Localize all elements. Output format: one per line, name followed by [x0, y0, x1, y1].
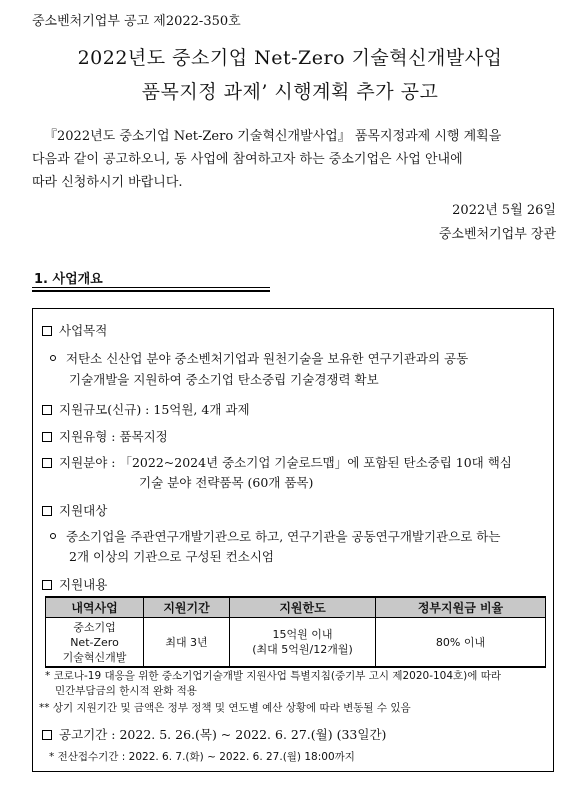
cell-program-l1: 중소기업	[73, 620, 116, 634]
col-header-ratio: 정부지원금 비율	[376, 597, 546, 618]
page-title-line1: 2022년도 중소기업 Net-Zero 기술혁신개발사업	[77, 47, 503, 69]
target-line1: 중소기업을 주관연구개발기관으로 하고, 연구기관을 공동연구개발기관으로 하는	[66, 529, 501, 544]
issuing-org: 중소벤처기업부 장관	[438, 227, 556, 242]
checkbox-square-icon	[42, 326, 52, 336]
checkbox-square-icon	[42, 730, 52, 740]
cell-period: 최대 3년	[144, 618, 230, 668]
target-line2: 2개 이상의 기관으로 구성된 컨소시엄	[69, 549, 274, 564]
scale-text: 지원규모(신규) : 15억원, 4개 과제	[59, 402, 250, 417]
notice-date: 2022년 5월 26일	[452, 203, 556, 218]
target-detail	[50, 527, 500, 545]
section-rule-thick	[32, 290, 270, 292]
checkbox-square-icon	[42, 458, 52, 468]
scale-item	[42, 400, 250, 418]
checkbox-square-icon	[42, 506, 52, 516]
purpose-detail	[50, 349, 468, 367]
purpose-item	[42, 321, 107, 339]
section-rule-thin	[32, 287, 270, 288]
field-line1: 지원분야 : 「2022~2024년 중소기업 기술로드맵」에 포함된 탄소중립 10대 핵심	[59, 455, 512, 470]
cell-program-l2: Net-Zero	[70, 635, 119, 649]
intro-line2: 다음과 같이 공고하오니, 동 사업에 참여하고자 하는 중소기업은 사업 안내에	[32, 152, 463, 167]
note-2: ** 상기 지원기간 및 금액은 정부 정책 및 연도별 예산 상황에 따라 변동될 수 있음	[39, 702, 411, 714]
section-heading	[32, 265, 270, 291]
type-text: 지원유형 : 품목지정	[59, 429, 168, 444]
notice-number: 중소벤처기업부 공고 제2022-350호	[32, 14, 241, 29]
checkbox-square-icon	[42, 580, 52, 590]
type-item	[42, 427, 168, 445]
checkbox-square-icon	[42, 432, 52, 442]
intro-line1: 『2022년도 중소기업 Net-Zero 기술혁신개발사업』 품목지정과제 시행 계획을	[44, 129, 502, 144]
content-item	[42, 575, 107, 593]
purpose-label: 사업목적	[59, 323, 108, 338]
note-1-line1: * 코로나-19 대응을 위한 중소기업기술개발 지원사업 특별지침(중기부 고시 제2020-104호)에 따라	[45, 670, 502, 682]
cell-ratio: 80% 이내	[376, 618, 546, 668]
cell-limit-l2: (최대 5억원/12개월)	[252, 643, 353, 656]
cell-limit	[230, 618, 376, 668]
purpose-line1: 저탄소 신산업 분야 중소벤처기업과 원천기술을 보유한 연구기관과의 공동	[66, 351, 469, 366]
cell-limit-l1: 15억원 이내	[272, 628, 333, 641]
field-item	[42, 453, 512, 471]
intro-paragraph	[32, 125, 554, 194]
online-period-text: * 전산접수기간 : 2022. 6. 7.(화) ~ 2022. 6. 27.(월) 18:00까지	[49, 751, 355, 763]
content-label: 지원내용	[59, 577, 108, 592]
notice-period-item	[42, 725, 386, 743]
support-table	[45, 596, 546, 668]
cell-program	[46, 618, 144, 668]
circle-bullet-icon	[50, 355, 56, 361]
intro-line3: 따라 신청하시기 바랍니다.	[32, 175, 183, 190]
circle-bullet-icon	[50, 533, 56, 539]
note-1-line2: 민간부담금의 한시적 완화 적용	[55, 685, 197, 697]
field-line2: 기술 분야 전략품목 (60개 품목)	[139, 475, 314, 490]
cell-program-l3: 기술혁신개발	[62, 650, 127, 664]
checkbox-square-icon	[42, 405, 52, 415]
col-header-period: 지원기간	[144, 597, 230, 618]
col-header-limit: 지원한도	[230, 597, 376, 618]
overview-box	[32, 308, 554, 772]
table-header-row	[46, 597, 546, 618]
col-header-program: 내역사업	[46, 597, 144, 618]
section-title: 1. 사업개요	[34, 272, 103, 287]
purpose-line2: 기술개발을 지원하여 중소기업 탄소중립 기술경쟁력 확보	[69, 372, 379, 387]
notice-period-text: 공고기간 : 2022. 5. 26.(목) ~ 2022. 6. 27.(월) (33일간)	[59, 727, 387, 742]
target-label: 지원대상	[59, 503, 108, 518]
target-item	[42, 501, 107, 519]
table-row	[46, 618, 546, 668]
page-title-line2: 품목지정 과제’ 시행계획 추가 공고	[141, 81, 439, 103]
